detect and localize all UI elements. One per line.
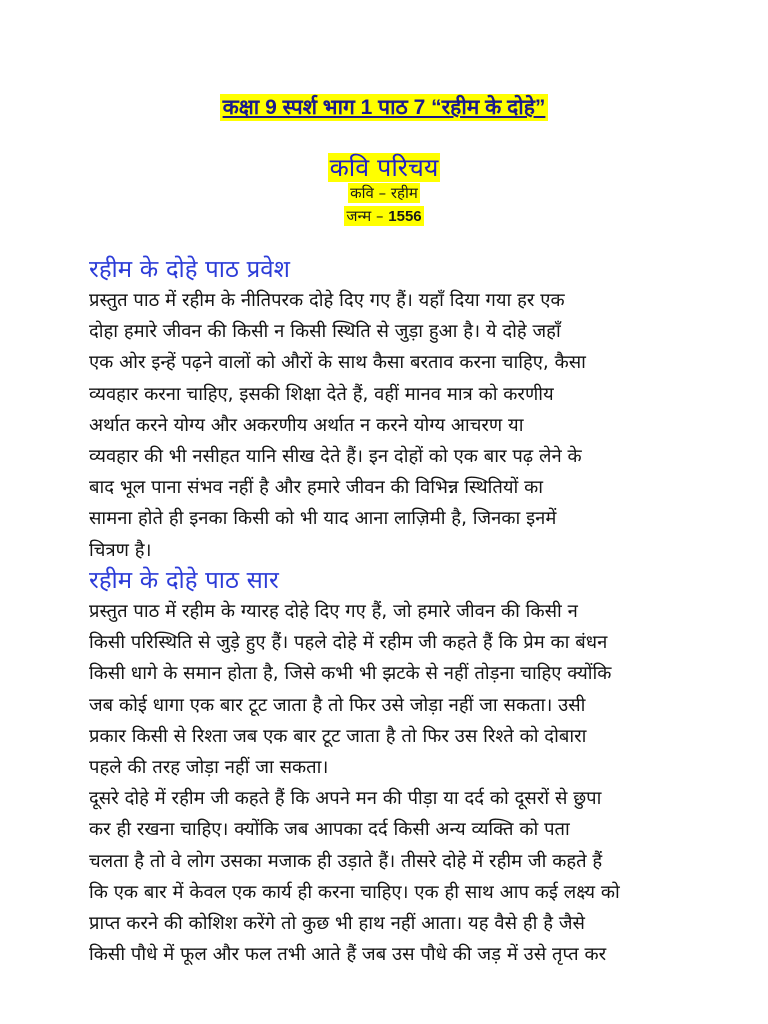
birth-line (344, 206, 423, 226)
pravesh-heading: रहीम के दोहे पाठ प्रवेश (89, 255, 290, 283)
saar-line: चलता है तो वे लोग उसका मजाक ही उड़ाते हैं। तीसरे दोहे में रहीम जी कहते हैं (89, 850, 603, 872)
kavi-parichay-heading-container (0, 150, 768, 184)
pravesh-paragraph (89, 285, 689, 566)
pravesh-line: चित्रण है। (89, 539, 152, 561)
poet-line-container (0, 183, 768, 203)
saar-heading: रहीम के दोहे पाठ सार (89, 566, 279, 594)
pravesh-line: दोहा हमारे जीवन की किसी न किसी स्थिति से जुड़ा हुआ है। ये दोहे जहाँ (89, 321, 561, 343)
pravesh-line: सामना होते ही इनका किसी को भी याद आना लाज़िमी है, जिनका इनमें (89, 508, 557, 530)
saar-line: प्रकार किसी से रिश्ता जब एक बार टूट जाता है तो फिर उस रिश्ते को दोबारा (89, 725, 587, 747)
saar-line: किसी परिस्थिति से जुड़े हुए हैं। पहले दोहे में रहीम जी कहते हैं कि प्रेम का बंधन (89, 632, 608, 654)
saar-line: प्राप्त करने की कोशिश करेंगे तो कुछ भी हाथ नहीं आता। यह वैसे ही है जैसे (89, 912, 585, 934)
saar-line: किसी धागे के समान होता है, जिसे कभी भी झटके से नहीं तोड़ना चाहिए क्योंकि (89, 663, 612, 685)
pravesh-line: अर्थात करने योग्य और अकरणीय अर्थात न करने योग्य आचरण या (89, 414, 524, 436)
birth-label: जन्म – (346, 207, 389, 225)
kavi-parichay-heading: कवि परिचय (329, 153, 439, 182)
saar-line: जब कोई धागा एक बार टूट जाता है तो फिर उसे जोड़ा नहीं जा सकता। उसी (89, 694, 586, 716)
birth-line-container (0, 206, 768, 226)
title-container (0, 93, 768, 121)
saar-line: प्रस्तुत पाठ में रहीम के ग्यारह दोहे दिए गए हैं, जो हमारे जीवन की किसी न (89, 601, 578, 622)
pravesh-line: प्रस्तुत पाठ में रहीम के नीतिपरक दोहे दिए गए हैं। यहाँ दिया गया हर एक (89, 290, 565, 311)
saar-line: दूसरे दोहे में रहीम जी कहते हैं कि अपने मन की पीड़ा या दर्द को दूसरों से छुपा (89, 788, 602, 810)
page-title: कक्षा 9 स्पर्श भाग 1 पाठ 7 “रहीम के दोहे” (220, 94, 549, 121)
pravesh-line: बाद भूल पाना संभव नहीं है और हमारे जीवन की विभिन्न स्थितियों का (89, 477, 543, 499)
saar-paragraph (89, 596, 689, 970)
birth-year: 1556 (388, 208, 422, 225)
saar-line: कर ही रखना चाहिए। क्योंकि जब आपका दर्द किसी अन्य व्यक्ति को पता (89, 819, 570, 841)
saar-line: कि एक बार में केवल एक कार्य ही करना चाहिए। एक ही साथ आप कई लक्ष्य को (89, 881, 620, 903)
saar-line: किसी पौधे में फूल और फल तभी आते हैं जब उस पौधे की जड़ में उसे तृप्त कर (89, 944, 607, 966)
pravesh-line: एक ओर इन्हें पढ़ने वालों को औरों के साथ कैसा बरताव करना चाहिए, कैसा (89, 352, 586, 374)
poet-line: कवि – रहीम (350, 184, 418, 202)
saar-line: पहले की तरह जोड़ा नहीं जा सकता। (89, 756, 329, 778)
pravesh-line: व्यवहार करना चाहिए, इसकी शिक्षा देते हैं, वहीं मानव मात्र को करणीय (89, 383, 554, 405)
pravesh-line: व्यवहार की भी नसीहत यानि सीख देते हैं। इन दोहों को एक बार पढ़ लेने के (89, 445, 582, 467)
